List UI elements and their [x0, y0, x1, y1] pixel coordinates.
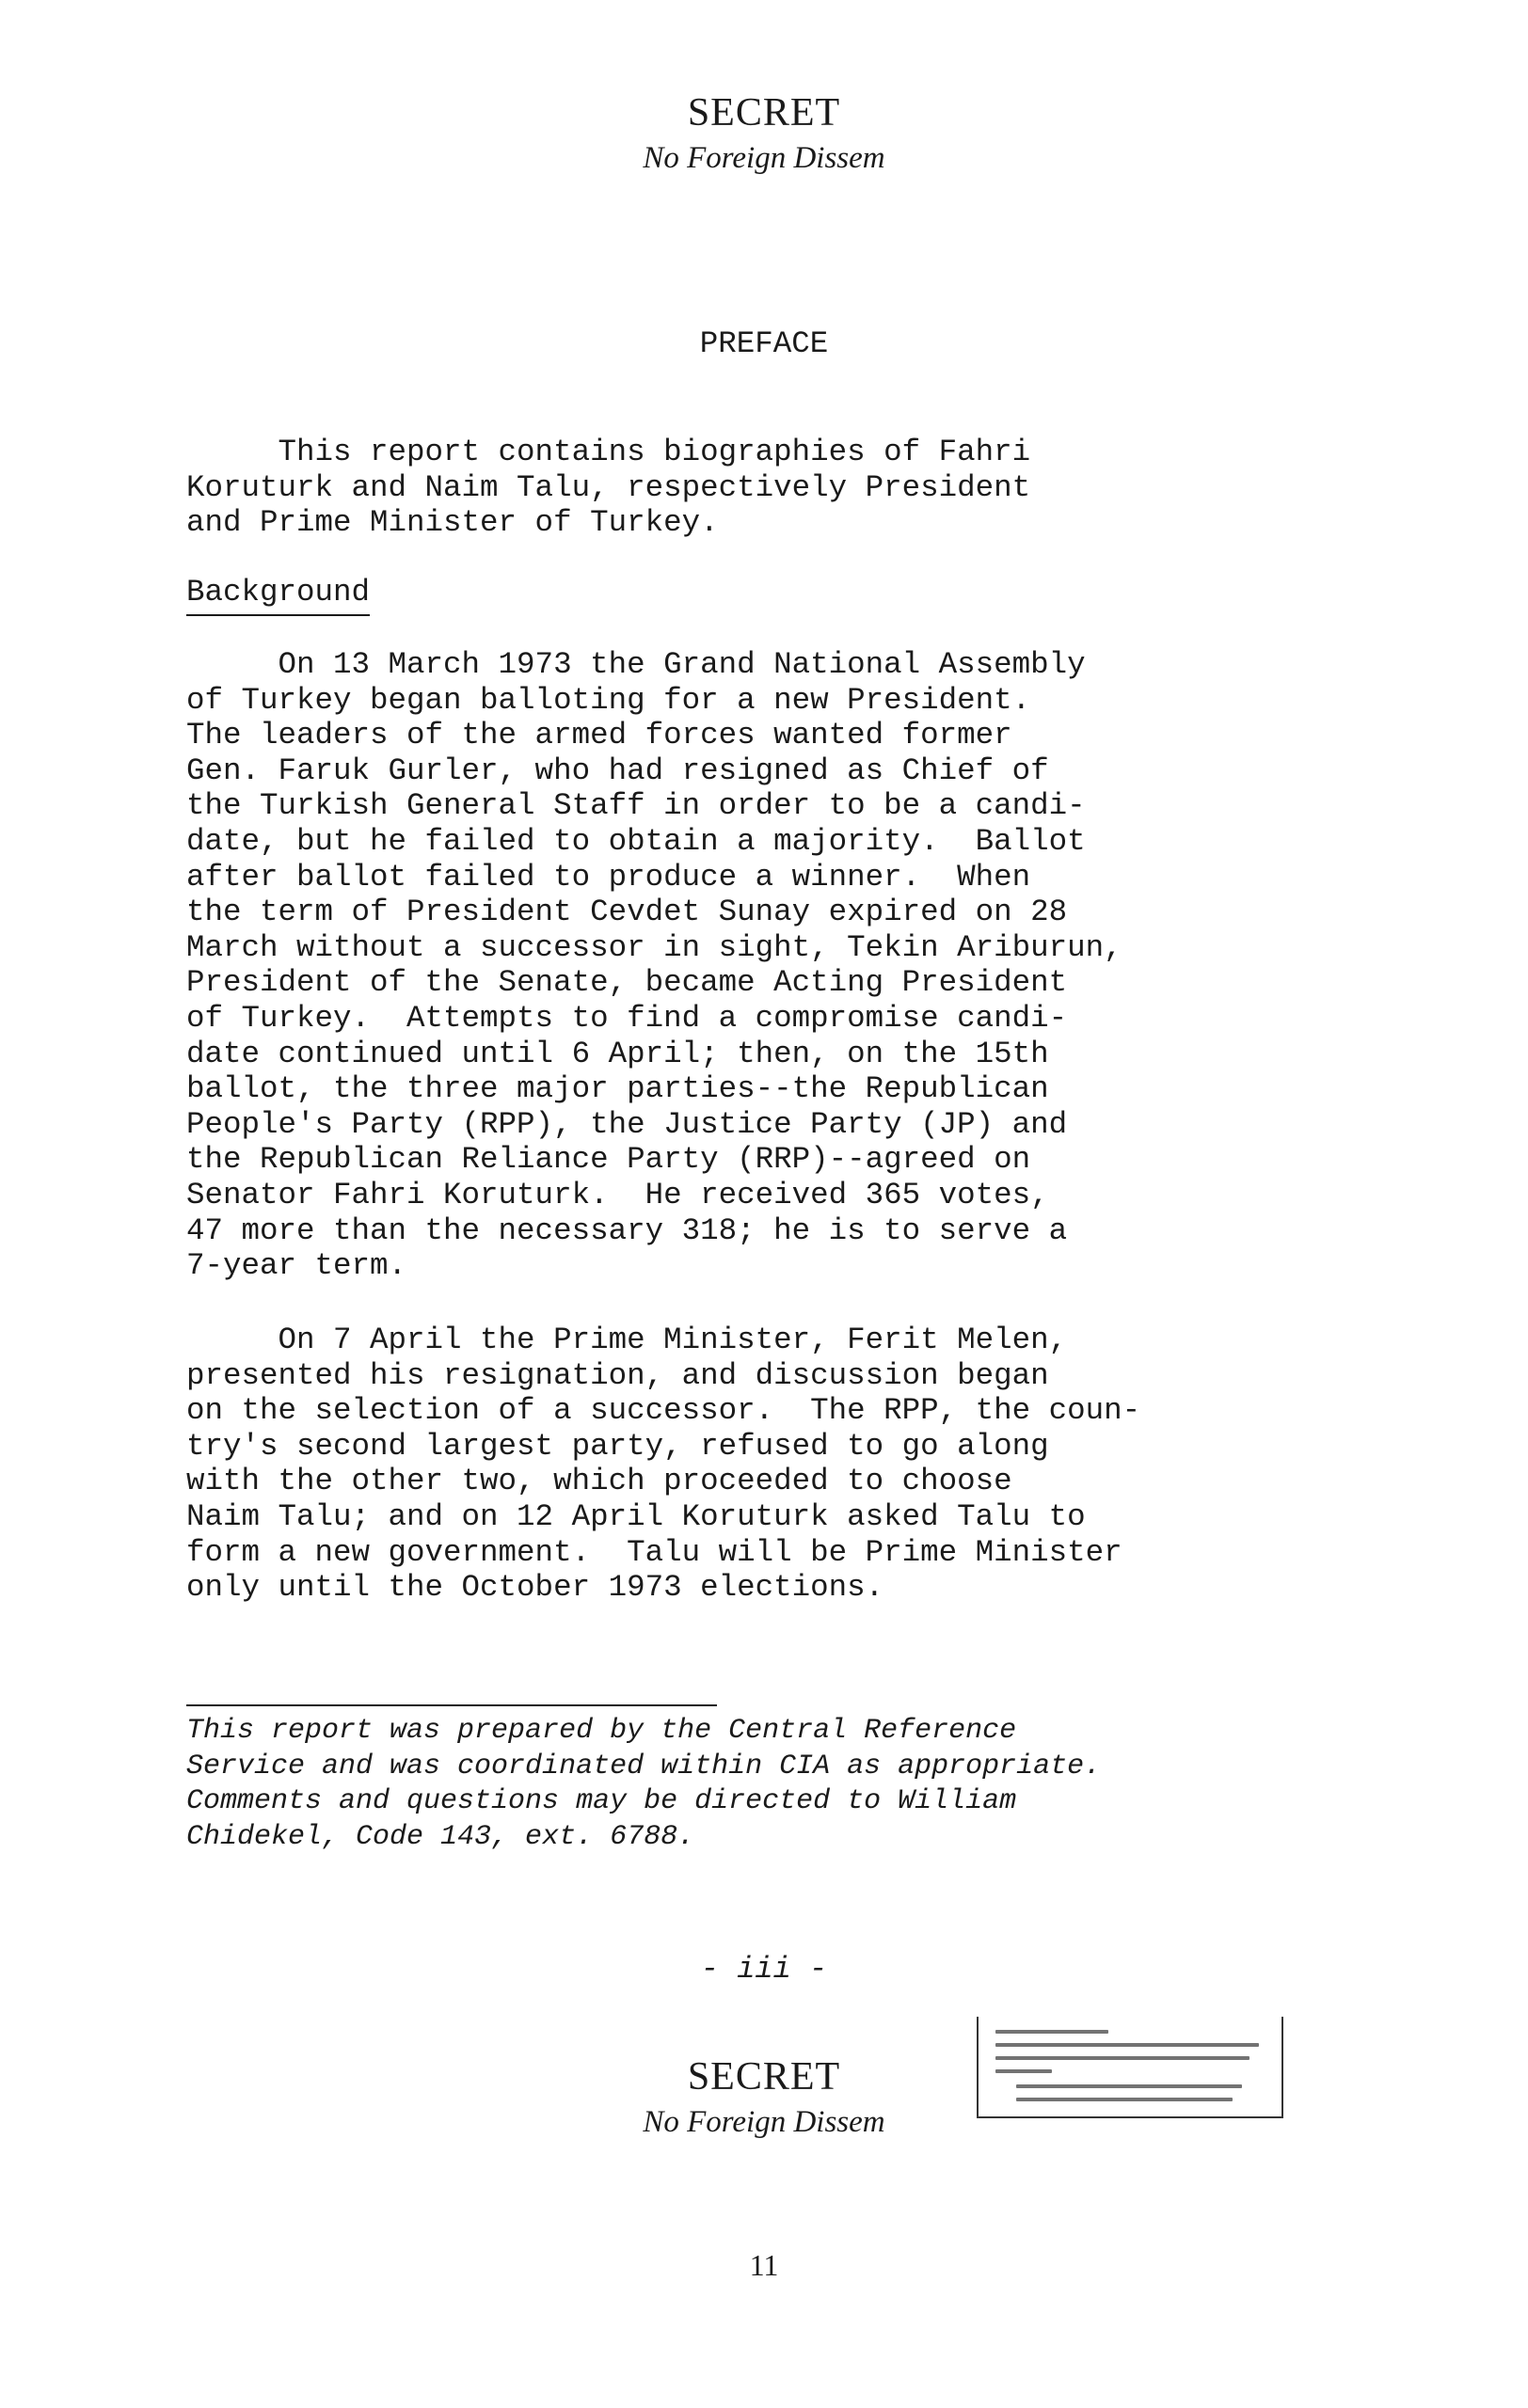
footnote: This report was prepared by the Central Reference Service and was coordinated within CIA as appropriate. Comments and questions may be directed to William Chidekel, Code 143, ext. 6788. — [186, 1715, 1102, 1853]
stamp-text-line — [1016, 2084, 1242, 2088]
roman-page-number: - iii - — [700, 1952, 828, 1987]
top-dissemination-marking: No Foreign Dissem — [643, 141, 885, 175]
background-heading: Background — [186, 578, 370, 616]
bottom-classification-marking: SECRET — [687, 2055, 841, 2099]
page-number: 11 — [749, 2248, 779, 2282]
background-paragraph-1: On 13 March 1973 the Grand National Assembly of Turkey began balloting for a new President. The leaders of the armed forces wanted former Gen. Faruk Gurler, who had resigned as Chief of the Turkish General Staff in order to be a candi- date, but he failed to obtain a majority. Ballot after ballot failed to produce a winner. When the term of President Cevdet Sunay expired on 28 March without a successor in sight, Tekin Ariburun, President of the Senate, became Acting President of Turkey. Attempts to find a compromise candi- date continued until 6 April; then, on the 15th ballot, the three major parties--the Republican People's Party (RPP), the Justice Party (JP) and the Republican Reliance Party (RRP)--agreed on Senator Fahri Koruturk. He received 365 votes, 47 more than the necessary 318; he is to serve a 7-year term. — [186, 647, 1122, 1284]
stamp-text-line — [1016, 2098, 1233, 2101]
declassification-stamp — [977, 2017, 1283, 2118]
stamp-text-line — [995, 2069, 1052, 2073]
background-paragraph-2: On 7 April the Prime Minister, Ferit Melen, presented his resignation, and discussion began on the selection of a successor. The RPP, the coun- try's second largest party, refused to go along with the other two, which proceeded to choose Naim Talu; and on 12 April Koruturk asked Talu to form a new government. Talu will be Prime Minister only until the October 1973 elections. — [186, 1323, 1141, 1606]
footnote-divider — [186, 1704, 717, 1706]
intro-paragraph: This report contains biographies of Fahri Koruturk and Naim Talu, respectively President and Prime Minister of Turkey. — [186, 435, 1031, 541]
preface-title: PREFACE — [699, 326, 829, 361]
top-classification-marking: SECRET — [687, 91, 841, 135]
stamp-text-line — [995, 2056, 1249, 2060]
bottom-dissemination-marking: No Foreign Dissem — [643, 2105, 885, 2139]
stamp-text-line — [995, 2030, 1108, 2034]
stamp-text-line — [995, 2043, 1259, 2047]
